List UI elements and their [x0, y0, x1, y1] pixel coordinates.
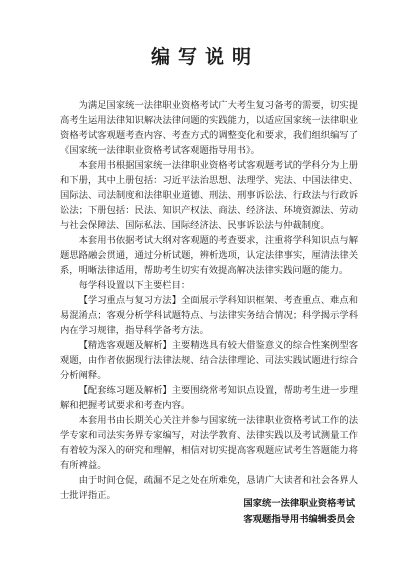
- paragraph-authors: 本套用书由长期关心关注并参与国家统一法律职业资格考试工作的法学专家和司法实务界专家编写，对法学教育、法律实践以及考试测量工作有着较为深入的研究和理解，相信对切实提高客观题应试考生答题能力将有所裨益。: [60, 415, 358, 471]
- preface-body: [60, 98, 358, 503]
- paragraph-section-study-focus: 【学习重点与复习方法】全面展示学科知识框架、考查重点、难点和易混淆点；客观分析学科试题特点、与法律实务结合情况；科学揭示学科内在学习规律，指导科学备考方法。: [60, 295, 358, 336]
- paragraph-section-practice: 【配套练习题及解析】主要围绕常考知识点设置，帮助考生进一步理解和把握考试要求和考查内容。: [60, 385, 358, 411]
- paragraph-closing: 由于时间仓促，疏漏不足之处在所难免，恳请广大读者和社会各界人士批评指正。: [60, 475, 358, 501]
- signature-line-2: 客观题指导用书编辑委员会: [243, 514, 355, 525]
- page-title: 编写说明: [150, 46, 259, 68]
- paragraph-section-selected-questions: 【精选客观题及解析】主要精选具有较大借鉴意义的综合性案例型客观题，由作者依据现行法律法规、结合法律理论、司法实践试题进行综合分析阐释。: [60, 340, 358, 381]
- paragraph-sections-intro: 每学科设置以下主要栏目：: [78, 280, 191, 291]
- paragraph-method: 本套用书依据考试大纲对客观题的考查要求，注重将学科知识点与解题思路融会贯通，通过分析试题，辨析选项，认定法律事实，厘清法律关系，明晰法律适用，帮助考生切实有效提高解决法律实践问题的能力。: [60, 235, 358, 276]
- paragraph-purpose: 为满足国家统一法律职业资格考试广大考生复习备考的需要，切实提高考生运用法律知识解决法律问题的实践能力，以适应国家统一法律职业资格考试客观题考查内容、考查方式的调整变化和要求，我们组织编写了《国家统一法律职业资格考试客观题指导用书》。: [60, 100, 358, 156]
- signature-line-1: 国家统一法律职业资格考试: [243, 498, 355, 509]
- paragraph-volumes: 本套用书根据国家统一法律职业资格考试客观题考试的学科分为上册和下册，其中上册包括：习近平法治思想、法理学、宪法、中国法律史、国际法、司法制度和法律职业道德、刑法、刑事诉讼法、行政法与行政诉讼法；下册包括：民法、知识产权法、商法、经济法、环境资源法、劳动与社会保障法、国际私法、国际经济法、民事诉讼法与仲裁制度。: [60, 160, 358, 231]
- signature-block: [243, 496, 355, 528]
